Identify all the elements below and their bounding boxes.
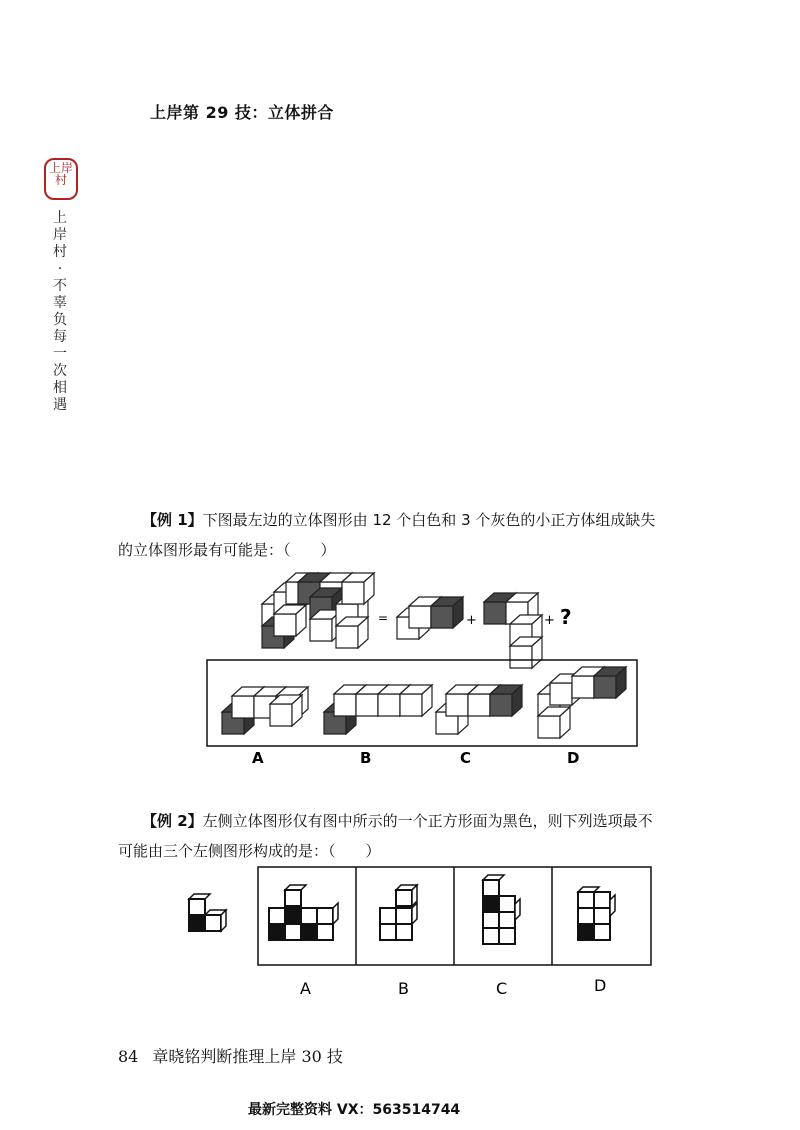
example-2-option-label-a: A [300, 979, 311, 998]
operator-plus-1: + [466, 613, 477, 628]
page-footer [118, 1044, 343, 1067]
example-2-line-2: 可能由三个左侧图形构成的是：（ ） [118, 842, 381, 860]
example-2-option-label-d: D [594, 976, 607, 995]
example-2-option-c [483, 875, 520, 944]
example-1-line-1: 下图最左边的立体图形由 12 个白色和 3 个灰色的小正方体组成缺失 [202, 511, 656, 529]
example-2-line-1: 左侧立体图形仅有图中所示的一个正方形面为黑色，则下列选项最不 [202, 812, 653, 830]
seal-line-2: 村 [54, 173, 67, 187]
example-2-option-label-b: B [398, 979, 409, 998]
book-title: 章晓铭判断推理上岸 30 技 [152, 1047, 343, 1066]
seal-line-1: 上岸 [48, 161, 73, 175]
example-1-line-2: 的立体图形最有可能是：（ ） [118, 541, 336, 559]
example-2-option-a [269, 885, 338, 940]
example-1-option-label-d: D [567, 749, 580, 767]
question-mark: ? [560, 605, 572, 629]
example-2-source-shape [189, 894, 226, 931]
example-1-option-label-b: B [360, 749, 372, 767]
vertical-slogan: 上岸村·不辜负每一次相遇 [53, 210, 67, 413]
page-number: 84 [118, 1047, 139, 1066]
operator-equals: = [378, 611, 389, 625]
example-2-option-b [380, 885, 417, 940]
section-title: 上岸第 29 技：立体拼合 [150, 103, 334, 122]
operator-plus-2: + [544, 613, 555, 628]
example-2-option-label-c: C [496, 979, 508, 998]
example-1-option-label-a: A [252, 749, 264, 767]
example-2-option-d [578, 887, 615, 940]
contact-watermark: 最新完整资料 VX：563514744 [248, 1102, 461, 1118]
example-1-tag: 【例 1】 [142, 511, 203, 529]
example-2-tag: 【例 2】 [142, 812, 203, 830]
example-1-option-label-c: C [460, 749, 472, 767]
